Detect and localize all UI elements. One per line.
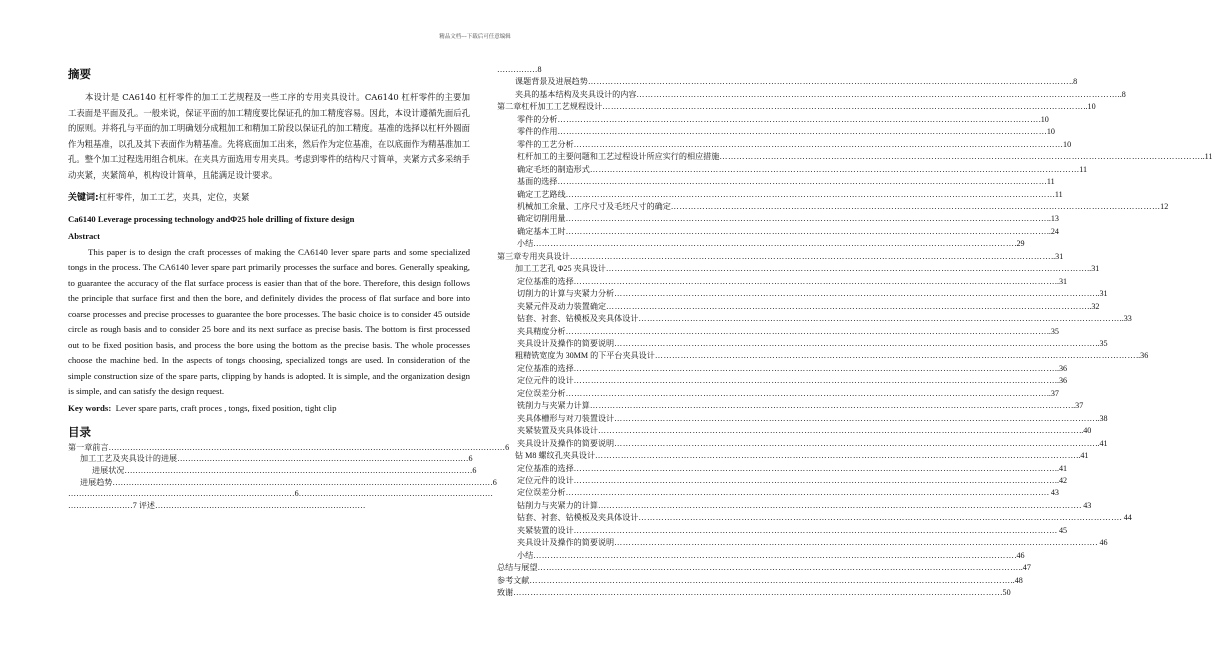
toc-entry: 加工工艺及夹具设计的进展………………………………………………………………………………………………6 [80,454,473,464]
toc-entry-title: 切削力的计算与夹紧力分析 [517,289,615,299]
toc-leader-dots: …………………………………………………………………………………………………………………………………………………… [654,351,1137,361]
toc-entry-page: ..41 [1076,451,1089,461]
toc-entry-page: . 43 [1046,488,1059,498]
toc-entry-page: ..36 [1054,376,1068,386]
toc-entry [497,587,1011,599]
abstract-en-body: This paper is to design the craft processes of making the CA6140 lever spare parts and some specialized tongs in the process. The CA6140 lever spare part primarily processes the surface and bores. Generally speaking, to guarantee the accuracy of the flat surface process is easier than that of the bore. Therefore, this design follows the principle that surface first and then the bore, and definitely divides the process of flat surface and bore into coarse processes and precise processes to guarantee the bore processes. The basic choice is to consider 45 outside circle as rough basis and to consider 25 bore and its next surface as precise basis. The bottom is first processed out to be fixed position basis, and process the bore using the bottom as the precise basis. The whole processes choose the machine bed. In the aspects of tongs choosing, specialized tongs are used. In consideration of the simple construction size of the spare parts, clipping by hands is adopted. It is simple, and the organization design is simple, and can satisfy the design request. [68,246,470,397]
toc-leader-dots: …………………………………………………………………………………………………………………………………………………… [557,114,1039,124]
toc-title: 目录 [68,424,91,439]
toc-entry-page: …12 [1152,201,1169,211]
toc-entry-title: 钻削力与夹紧力的计算 [517,500,598,510]
toc-leader-dots: …………………………………………………………………………………………………………………………………………………… [587,77,1070,87]
toc-entry-page: . 44 [1119,513,1132,523]
toc-entry-title: 小结 [517,550,534,560]
keywords-en-label: Key words: [68,402,112,413]
toc-entry-title: 定位误差分析 [517,388,566,398]
toc-entry-page: .46 [1014,550,1025,560]
toc-leader-dots: …………………………………………………………………………………………………………………………………………………… [573,376,1055,386]
toc-leader-dots: …………………………………………………………………………………………………………………………………………………… [565,488,1047,498]
toc-entry-page: …10 [1038,127,1055,137]
toc-entry-title: 定位基准的选择 [517,463,574,473]
toc-entry [497,562,1031,574]
toc-leader-dots: …………………………………………………………………………………………………………………………………………………… [573,139,1055,149]
toc-entry-page: ..41 [1054,463,1068,473]
keywords-cn-label: 关键词: [68,192,99,203]
toc-leader-dots: …………………………………………………………………………………………………………………………………………………… [573,525,1055,535]
toc-leader-dots: …………………………………………………………………………………………………………………………………………………… [565,388,1047,398]
toc-leader-dots: …………………………………………………………………………………………………………………………………………………… [636,89,1118,99]
toc-leader-dots: …………………………………………………………………………………………………………………………………………………… [606,301,1088,311]
toc-entry-page: ..24 [1046,226,1059,236]
toc-entry-title: 夹具设计及操作的简要说明 [517,538,615,548]
toc-entry [497,375,1068,387]
keywords-cn-text: 杠杆零件，加工工艺，夹具，定位，夹紧 [98,191,250,202]
toc-entry [497,276,1068,288]
toc-entry [497,126,1055,138]
toc-entry [497,450,1089,462]
toc-entry-title: 定位基准的选择 [517,276,574,286]
toc-leader-dots: …………………………………………………………………………………………………………………………………………………… [719,152,1201,162]
keywords-cn [68,190,470,205]
toc-entry [497,213,1059,225]
toc-entry-title: 夹具设计及操作的简要说明 [517,338,615,348]
toc-entry [497,89,1126,101]
toc-leader-dots: …………………………………………………………………………………………………………………………………………………… [614,413,1096,423]
toc-entry-page: …11 [1046,189,1063,199]
toc-entry-page: ..36 [1054,363,1068,373]
toc-entry-page: ..11 [1200,152,1212,162]
toc-entry-page: …10 [1054,139,1072,149]
toc-entry [497,151,1212,163]
toc-leader-dots: …………………………………………………………………………………………………………………………………………………… [595,451,1077,461]
abstract-en-title: Ca6140 Leverage processing technology andΦ25 hole drilling of fixture design [68,213,355,224]
toc-entry-page: .29 [1014,239,1025,249]
toc-entry-title: 夹具体槽形与对刀装置设计 [517,413,615,423]
toc-entry-title: 夹具精度分析 [517,326,566,336]
toc-left-list [68,442,510,512]
toc-entry-title: 钻套、衬套、钻模板及夹具体设计 [517,513,639,523]
toc-leader-dots: …………………………………………………………………………………………………………………………………………………… [589,164,1072,174]
toc-entry [497,64,855,76]
toc-entry-title: 零件的分析 [517,114,558,124]
toc-entry-title: 机械加工余量、工序尺寸及毛坯尺寸的确定 [517,201,671,211]
toc-entry [497,363,1068,375]
toc-entry-page: ..32 [1087,301,1100,311]
toc-leader-dots: …………………………………………………………………………………………………………………………………………………… [573,463,1055,473]
toc-leader-dots: …………………………………………………………………………………………………………………………………………………… [533,550,1015,560]
toc-leader-dots: …………………………………………………………………………………………………………………………………………………… [537,563,1019,573]
toc-entry-page: ..31 [1095,289,1108,299]
toc-entry [497,400,1084,412]
toc-entry-title: 总结与展望 [497,563,538,573]
toc-leader-dots: …………………………………………………………………………………………………………………………………………………… [589,401,1072,411]
toc-leader-dots: …………………………………………………………………………………………………………………………………………………… [614,538,1096,548]
toc-entry [497,76,1078,88]
toc-entry-title: 钻 M8 螺纹孔夹具设计 [515,451,596,461]
toc-entry-title: 加工工艺孔 Φ25 夹具设计 [515,264,606,274]
abstract-en-heading: Abstract [68,230,100,241]
toc-entry-page: …50 [994,588,1011,598]
toc-entry [497,176,1055,188]
toc-entry: ……………………7 评述…………………………………………………………………… [68,501,366,511]
toc-entry-title: 确定工艺路线 [517,189,566,199]
toc-entry-title: 确定毛坯的制造形式 [517,164,590,174]
toc-entry-page: ..31 [1087,264,1100,274]
toc-entry [497,388,1059,400]
toc-entry-title: 定位基准的选择 [517,363,574,373]
toc-entry-title: 确定切削用量 [517,214,566,224]
toc-entry-title: 夹紧元件及动力装置确定 [517,301,607,311]
toc-entry-page: ..41 [1095,438,1108,448]
toc-entry [497,500,1092,512]
toc-entry-title: 定位元件的设计 [517,376,574,386]
toc-entry [497,301,1100,313]
toc-entry-page: …11 [1038,177,1055,187]
toc-entry-page: ..33 [1119,314,1132,324]
toc-entry-title: ……………8 [497,65,542,74]
toc-entry [497,438,1108,450]
toc-leader-dots: …………………………………………………………………………………………………………………………………………………… [557,127,1039,137]
toc-leader-dots: …………………………………………………………………………………………………………………………………………………… [597,500,1080,510]
toc-leader-dots: …………………………………………………………………………………………………………………………………………………… [670,201,1153,211]
toc-entry-title: 致谢 [497,588,514,598]
toc-leader-dots: …………………………………………………………………………………………………………………………………………………… [513,588,995,598]
toc-entry-title: 杠杆加工的主要问题和工艺过程设计所应实行的相应措施 [517,152,720,162]
toc-leader-dots: …………………………………………………………………………………………………………………………………………………… [565,226,1047,236]
toc-entry-page: ..13 [1046,214,1059,224]
toc-entry-title: 夹紧装置的设计 [517,525,574,535]
toc-entry [497,201,1169,213]
toc-entry [497,550,1025,562]
toc-leader-dots: …………………………………………………………………………………………………………………………………………………… [569,251,1052,261]
toc-entry-title: 零件的作用 [517,127,558,137]
toc-entry-title: 第二章杠杆加工工艺规程设计 [497,102,603,112]
toc-entry-page: ..42 [1054,475,1068,485]
toc-entry-page: ..40 [1079,426,1092,436]
toc-leader-dots: …………………………………………………………………………………………………………………………………………………… [565,326,1047,336]
toc-entry [497,350,1149,362]
toc-entry [497,164,1087,176]
toc-entry-page: ..10 [1083,102,1096,112]
toc-entry-page: . 45 [1054,525,1068,535]
toc-leader-dots: …………………………………………………………………………………………………………………………………………………… [529,575,1011,585]
toc-entry [497,425,1092,437]
toc-leader-dots: …………………………………………………………………………………………………………………………………………………… [602,102,1084,112]
toc-entry-page: …11 [1071,164,1087,174]
toc-entry: …………………………………………………………………………6……………………………………………………………… [68,489,493,499]
toc-leader-dots: …………………………………………………………………………………………………………………………………………………… [533,239,1015,249]
toc-leader-dots: …………………………………………………………………………………………………………………………………………………… [614,289,1096,299]
toc-entry-title: 粗精铣宽度为 30MM 的下平台夹具设计 [515,351,655,361]
toc-entry [497,313,1132,325]
toc-entry [497,288,1108,300]
toc-entry [497,251,1064,263]
toc-entry-title: 定位元件的设计 [517,475,574,485]
keywords-en-text: Lever spare parts, craft proces , tongs, fixed position, tight clip [115,402,337,413]
toc-entry [497,475,1068,487]
toc-leader-dots: …………………………………………………………………………………………………………………………………………………… [638,513,1120,523]
toc-entry [497,525,1068,537]
toc-leader-dots: …………………………………………………………………………………………………………………………………………………… [573,475,1055,485]
toc-entry [497,537,1108,549]
toc-entry: 进展状况…………………………………………………………………………………………………………………6 [92,465,477,475]
toc-leader-dots: …………………………………………………………………………………………………………………………………………………… [597,426,1080,436]
toc-entry: 第一章前言…………………………………………………………………………………………………………………………………6 [68,442,510,452]
toc-entry-title: 零件的工艺分析 [517,139,574,149]
toc-entry-page: ..37 [1071,401,1084,411]
toc-entry-title: 定位误差分析 [517,488,566,498]
toc-entry-page: ..47 [1018,563,1031,573]
toc-entry-page: . 46 [1095,538,1108,548]
toc-entry-title: 夹具的基本结构及夹具设计的内容 [515,89,637,99]
toc-entry-title: 确定基本工时 [517,226,566,236]
toc-entry-page: ..36 [1136,351,1149,361]
toc-entry [497,189,1063,201]
toc-entry-page: . 43 [1079,500,1092,510]
toc-leader-dots: …………………………………………………………………………………………………………………………………………………… [573,276,1055,286]
toc-entry-page: ..31 [1054,276,1068,286]
toc-entry-title: 小结 [517,239,534,249]
toc-entry [497,226,1059,238]
toc-leader-dots: …………………………………………………………………………………………………………………………………………………… [573,363,1055,373]
toc-entry [497,487,1059,499]
toc-entry-page: ..8 [1069,77,1078,87]
toc-entry-page: ..31 [1051,251,1064,261]
toc-entry-page: ..37 [1046,388,1059,398]
toc-entry-page: ..35 [1095,338,1108,348]
toc-entry [497,512,1132,524]
page-header: 精品文档---下载后可任意编辑 [439,34,511,40]
toc-entry-page: ..8 [1117,89,1126,99]
keywords-en [68,401,470,415]
toc-entry-title: 参考文献 [497,575,530,585]
left-column [68,66,510,512]
toc-entry-title: 夹具设计及操作的简要说明 [517,438,615,448]
toc-entry [497,326,1059,338]
toc-leader-dots: …………………………………………………………………………………………………………………………………………………… [565,189,1047,199]
toc-entry-page: ..35 [1046,326,1059,336]
toc-entry [497,238,1025,250]
toc-entry-page: ..48 [1010,575,1023,585]
toc-entry-title: 第三章专用夹具设计 [497,251,570,261]
toc-leader-dots: …………………………………………………………………………………………………………………………………………………… [557,177,1039,187]
toc-entry [497,263,1100,275]
toc-entry-title: 夹紧装置及夹具体设计 [517,426,598,436]
toc-entry [497,575,1023,587]
toc-entry [497,114,1049,126]
toc-leader-dots: …………………………………………………………………………………………………………………………………………………… [565,214,1047,224]
toc-leader-dots: …………………………………………………………………………………………………………………………………………………… [638,314,1120,324]
toc-entry-title: 课题背景及进展趋势 [515,77,588,87]
toc-entry-page: .10 [1038,114,1049,124]
abstract-cn-body: 本设计是 CA6140 杠杆零件的加工工艺规程及一些工序的专用夹具设计。CA6140 杠杆零件的主要加工表面是平面及孔。一般来说，保证平面的加工精度要比保证孔的加工精度容易。因此，本设计遵循先面后孔的原则。并将孔与平面的加工明确划分成粗加工和精加工阶段以保证孔的加工精度。基准的选择以杠杆外圆面作为粗基准，以孔及其下表面作为精基准。先将底面加工出来，然后作为定位基准，在以底面作为精基准加工孔。整个加工过程选用组合机床。在夹具方面选用专用夹具。考虑到零件的结构尺寸简单，夹紧方式多采纳手动夹紧，夹紧简单，机构设计简单，且能满足设计要求。 [68,92,470,180]
toc-leader-dots: …………………………………………………………………………………………………………………………………………………… [605,264,1088,274]
toc-right-list [497,64,1212,599]
toc-entry [497,338,1108,350]
toc-entry [497,101,1096,113]
toc-entry [497,413,1108,425]
toc-entry [497,463,1068,475]
toc-entry-title: 钻套、衬套、钻模板及夹具体设计 [517,314,639,324]
toc-entry [497,139,1072,151]
toc-entry-title: 铣削力与夹紧力计算 [517,401,590,411]
abstract-cn-title: 摘要 [68,67,91,81]
toc-leader-dots: …………………………………………………………………………………………………………………………………………………… [614,338,1096,348]
toc-leader-dots: …………………………………………………………………………………………………………………………………………………… [614,438,1096,448]
toc-entry-page: ..38 [1095,413,1108,423]
toc-entry: 进展趋势……………………………………………………………………………………………………………………………6 [80,477,497,487]
toc-entry-title: 基面的选择 [517,177,558,187]
